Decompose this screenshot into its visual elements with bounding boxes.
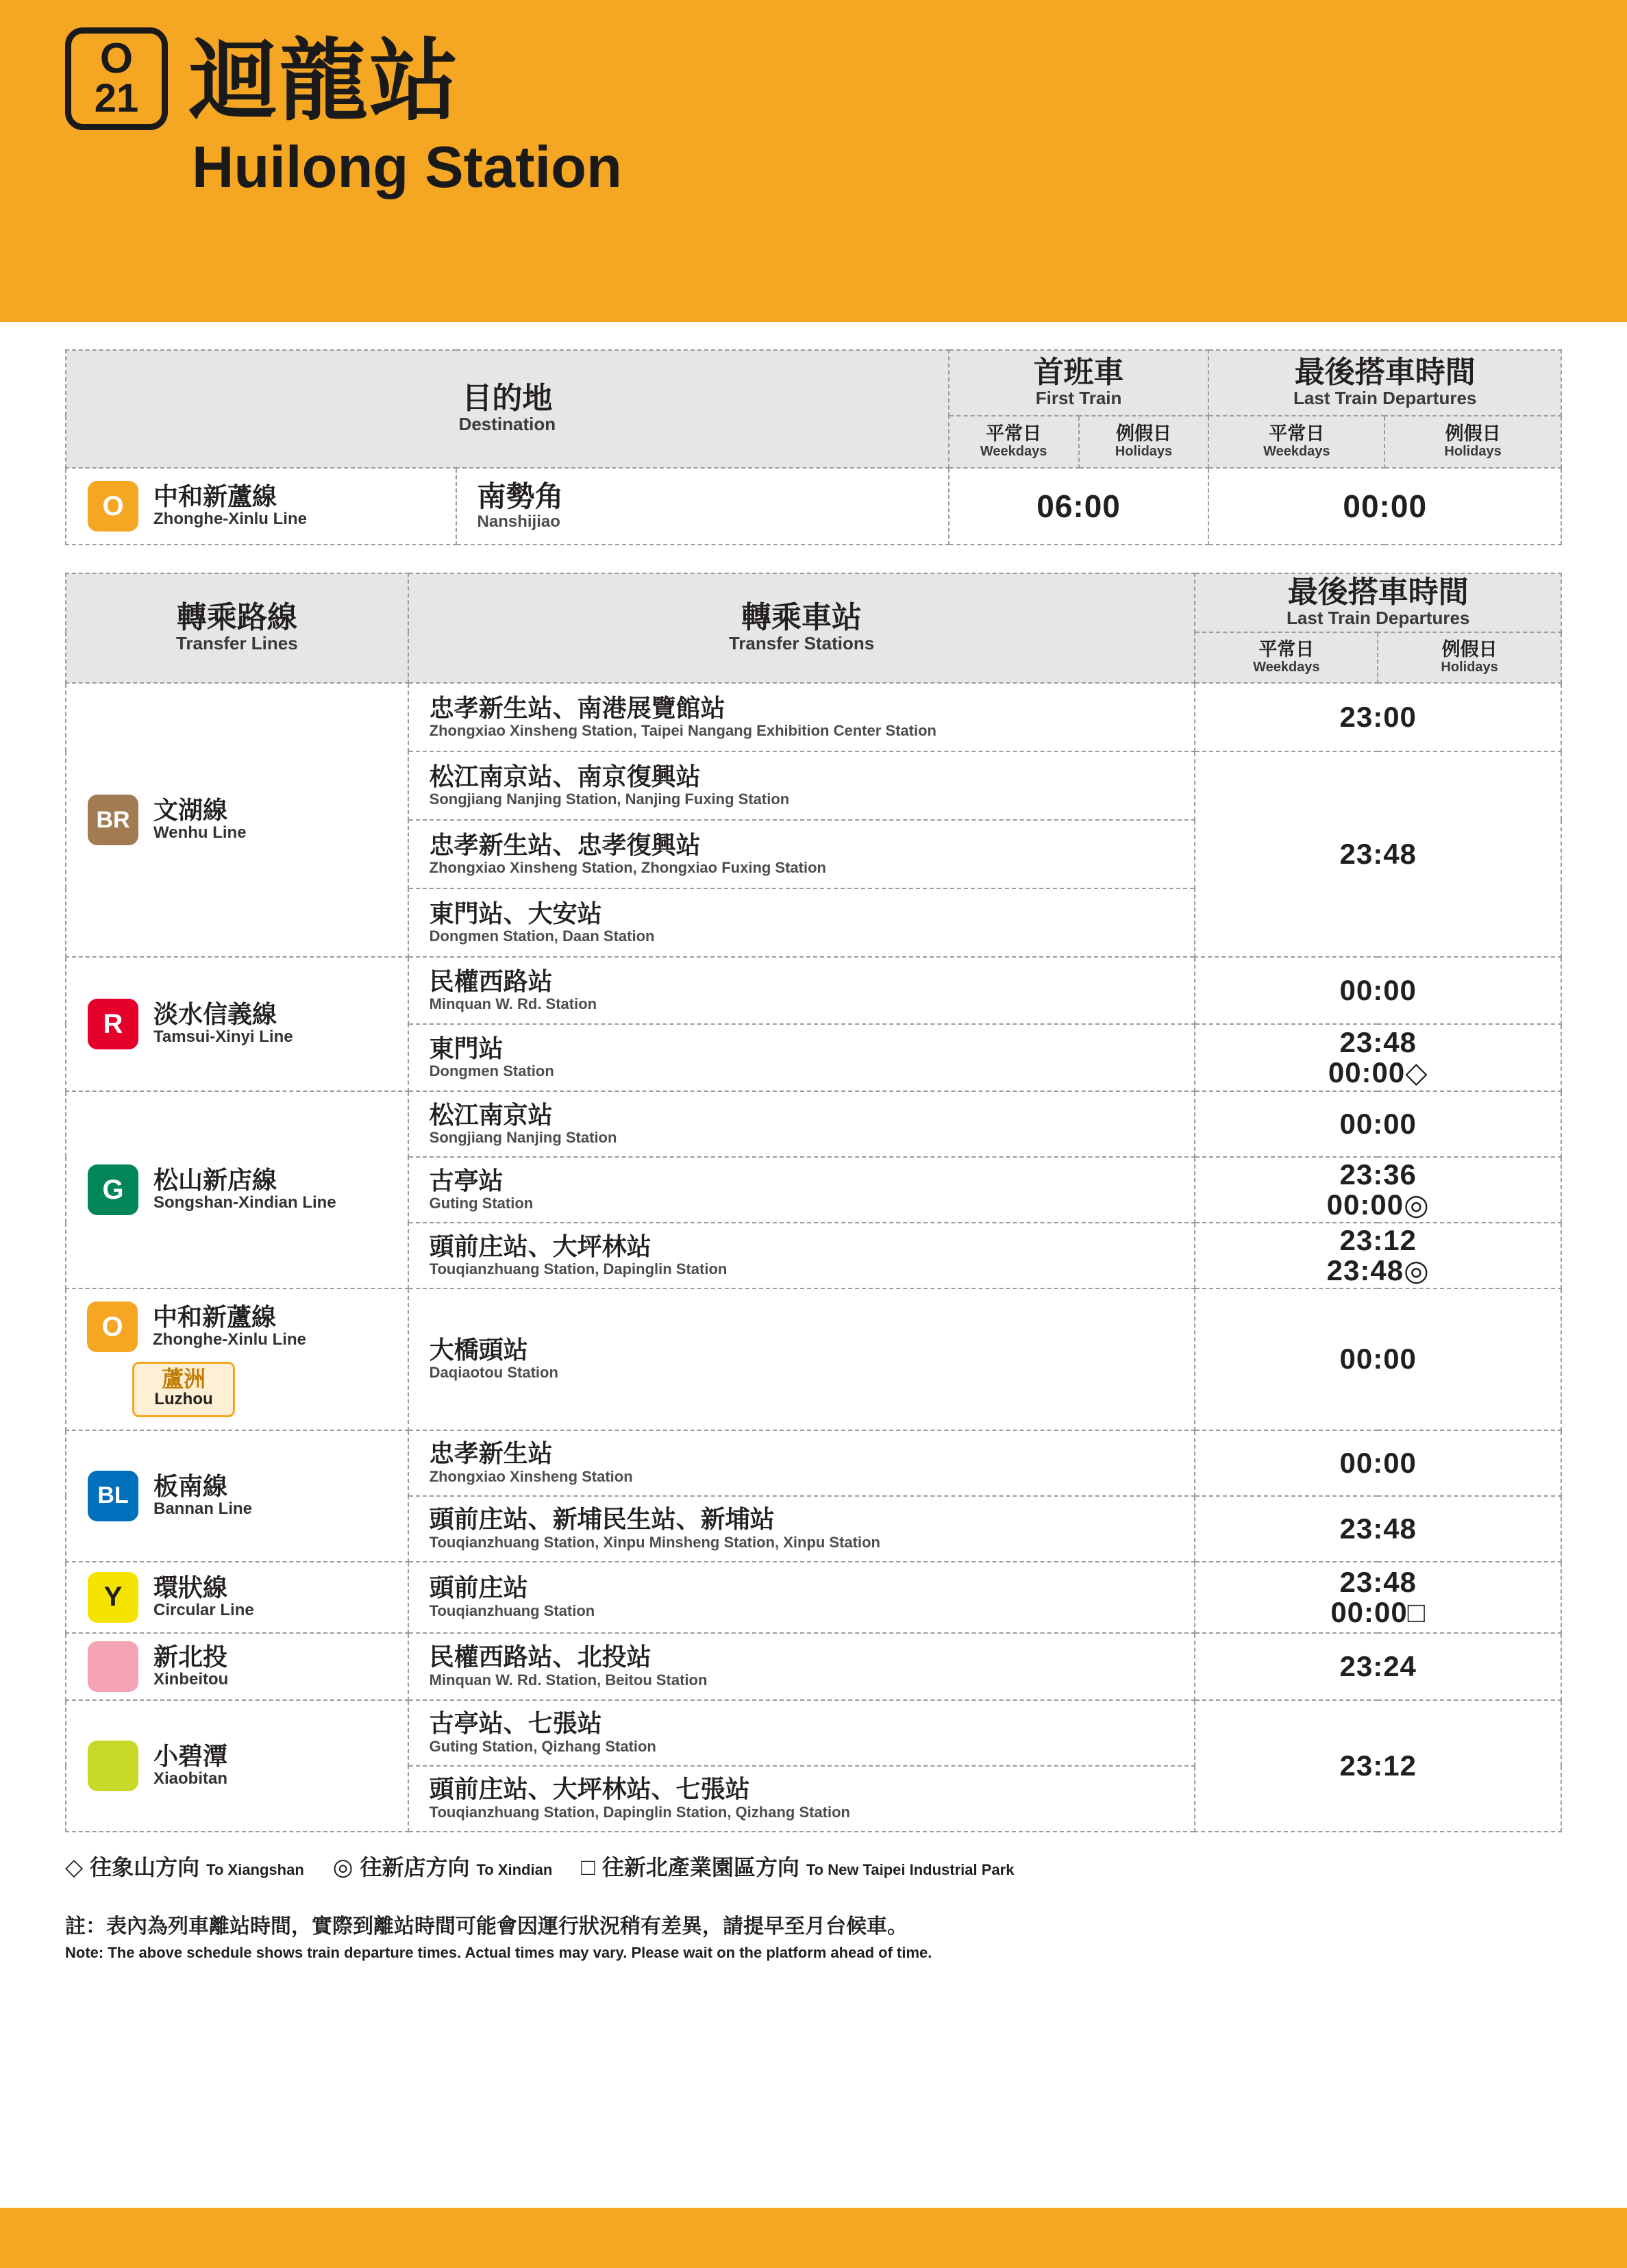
footnote-zh: 註：表內為列車離站時間，實際到離站時間可能會因運行狀況稍有差異，請提早至月台候車。 [65,1915,908,1938]
table-row [66,468,1561,545]
transfer-station-cell: 頭前庄站、大坪林站 Touqianzhuang Station, Dapinglin Station [408,1223,1195,1288]
footnote [65,1913,1562,1962]
line-badge-xinbeitou [88,1641,138,1692]
transfer-line-cell-br: BR 文湖線 Wenhu Line [66,683,408,957]
transfer-station-cell: 東門站 Dongmen Station [408,1024,1195,1091]
line-name-zh: 中和新蘆線 [153,482,277,510]
table-row [66,1091,1561,1157]
station-name-zh: 迴龍站 [188,31,460,131]
transfer-time-cell: 23:48 [1195,1496,1561,1562]
header-first-holidays: 例假日 Holidays [1079,416,1209,468]
transfer-station-cell: 松江南京站 Songjiang Nanjing Station [408,1091,1195,1157]
last-train-time: 00:00 [1208,468,1561,545]
legend-item: □ 往新北產業園區方向 To New Taipei Industrial Park [581,1854,1015,1880]
transfer-line-cell-xinbeitou: 新北投 Xinbeitou [66,1633,408,1700]
transfer-station-cell: 大橋頭站 Daqiaotou Station [408,1288,1195,1430]
destination-station-cell: 南勢角 Nanshijiao [456,468,949,545]
transfer-station-cell: 古亭站 Guting Station [408,1157,1195,1223]
first-train-time: 06:00 [949,468,1209,545]
transfer-station-cell: 民權西路站、北投站 Minquan W. Rd. Station, Beitou Station [408,1633,1195,1700]
transfer-station-cell: 古亭站、七張站 Guting Station, Qizhang Station [408,1700,1195,1766]
transfer-header-row [66,573,1561,632]
header-first-train: 首班車 First Train [949,350,1209,416]
line-badge-o: O [88,481,138,532]
transfer-time-cell: 23:48 00:00□ [1195,1562,1561,1633]
table-row [66,1700,1561,1766]
footnote-en: Note: The above schedule shows train departure times. Actual times may vary. Please wait on the platform ahead of time. [65,1943,932,1961]
transfer-line-cell-g: G 松山新店線 Songshan-Xindian Line [66,1091,408,1288]
transfer-time-cell: 23:12 [1195,1700,1561,1832]
transfer-time-cell: 23:48 00:00◇ [1195,1024,1561,1091]
first-train-table [65,349,1562,545]
transfer-line-cell-o: O 中和新蘆線 Zhonghe-Xinlu Line 蘆洲 Luzhou [66,1288,408,1430]
transfer-time-cell: 23:12 23:48◎ [1195,1223,1561,1288]
line-badge-o: O [87,1301,138,1352]
line-badge-g: G [88,1164,138,1215]
transfer-station-cell: 松江南京站、南京復興站 Songjiang Nanjing Station, Nanjing Fuxing Station [408,751,1195,820]
line-name-en: Zhonghe-Xinlu Line [153,510,307,529]
transfer-line-cell-y: Y 環狀線 Circular Line [66,1562,408,1633]
branch-badge-luzhou: 蘆洲 Luzhou [132,1362,235,1417]
table-row [66,1562,1561,1633]
diamond-icon: ◇ [65,1854,84,1880]
transfer-station-cell: 東門站、大安站 Dongmen Station, Daan Station [408,888,1195,957]
line-badge-xiaobitan [88,1741,138,1791]
transfer-time-cell: 23:48 [1195,751,1561,957]
page-header [0,0,1627,322]
station-code-number: 21 [94,76,139,121]
header-transfer-weekdays: 平常日 Weekdays [1195,632,1378,683]
line-badge-br: BR [88,795,138,845]
legend [65,1850,1562,1882]
transfer-station-cell: 忠孝新生站、忠孝復興站 Zhongxiao Xinsheng Station, Zhongxiao Fuxing Station [408,820,1195,888]
transfer-time-cell: 23:00 [1195,683,1561,751]
header-transfer-holidays: 例假日 Holidays [1378,632,1561,683]
transfer-table [65,573,1562,1832]
header-first-weekdays: 平常日 Weekdays [949,416,1079,468]
transfer-station-cell: 頭前庄站、大坪林站、七張站 Touqianzhuang Station, Dapinglin Station, Qizhang Station [408,1766,1195,1832]
header-last-weekdays: 平常日 Weekdays [1208,416,1384,468]
table-header-row [66,350,1561,416]
transfer-time-cell: 00:00 [1195,1091,1561,1157]
transfer-station-cell: 忠孝新生站、南港展覽館站 Zhongxiao Xinsheng Station, Taipei Nangang Exhibition Center Station [408,683,1195,751]
transfer-station-cell: 頭前庄站、新埔民生站、新埔站 Touqianzhuang Station, Xinpu Minsheng Station, Xinpu Station [408,1496,1195,1562]
line-badge-bl: BL [88,1471,138,1521]
legend-item: ◇ 往象山方向 To Xiangshan [65,1854,304,1880]
header-transfer-lines: 轉乘路線 Transfer Lines [66,573,408,683]
transfer-line-cell-xiaobitan: 小碧潭 Xiaobitan [66,1700,408,1832]
square-icon: □ [581,1854,595,1880]
legend-item: ◎ 往新店方向 To Xindian [332,1854,553,1880]
station-code-letter: O [99,34,134,82]
transfer-time-cell: 00:00 [1195,1288,1561,1430]
footer-bar [0,2208,1627,2268]
line-badge-r: R [88,999,138,1049]
double-circle-icon: ◎ [332,1854,353,1880]
transfer-time-cell: 00:00 [1195,1430,1561,1496]
table-row [66,683,1561,751]
header-destination: 目的地 Destination [66,350,949,468]
header-transfer-last-train: 最後搭車時間 Last Train Departures [1195,573,1561,632]
table-row [66,1288,1561,1430]
transfer-station-cell: 忠孝新生站 Zhongxiao Xinsheng Station [408,1430,1195,1496]
transfer-time-cell: 23:24 [1195,1633,1561,1700]
table-row [66,1430,1561,1496]
header-transfer-stations: 轉乘車站 Transfer Stations [408,573,1195,683]
transfer-line-cell-r: R 淡水信義線 Tamsui-Xinyi Line [66,957,408,1091]
transfer-time-cell: 00:00 [1195,957,1561,1024]
station-name-en: Huilong Station [192,134,622,200]
header-last-train: 最後搭車時間 Last Train Departures [1208,350,1561,416]
transfer-line-cell-bl: BL 板南線 Bannan Line [66,1430,408,1562]
station-code-badge [65,27,168,130]
destination-line-cell [66,468,456,545]
transfer-station-cell: 民權西路站 Minquan W. Rd. Station [408,957,1195,1024]
table-row [66,957,1561,1024]
table-row [66,1633,1561,1700]
header-last-holidays: 例假日 Holidays [1384,416,1561,468]
line-badge-y: Y [88,1572,138,1623]
transfer-station-cell: 頭前庄站 Touqianzhuang Station [408,1562,1195,1633]
transfer-time-cell: 23:36 00:00◎ [1195,1157,1561,1223]
